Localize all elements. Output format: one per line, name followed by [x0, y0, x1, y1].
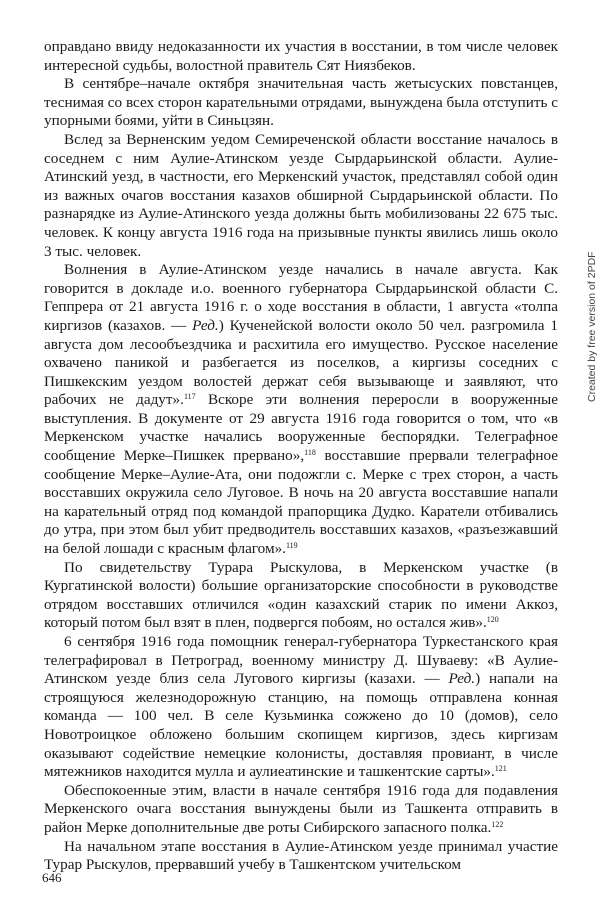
- paragraph-p5: [44, 559, 558, 633]
- text-segment: На начальном этапе восстания в Аулие-Атинском уезде принимал участие Турар Рыскулов, прервавший учебу в Ташкентском учительском: [44, 837, 558, 874]
- watermark-text: Created by free version of 2PDF: [586, 251, 598, 402]
- text-segment: ) напали на строящуюся железнодорожную станцию, на помощь отправлена конная команда — 100 чел. В селе Кузьминка сожжено до 10 (домов), село Новотроицкое обложено большим скопищем киргизов, здесь киргизам оказывают содействие немецкие колонисты, доставляя провиант, в числе мятежников находится мулла и аулиеатинские и ташкентские сарты».: [44, 670, 558, 781]
- text-segment: Обеспокоенные этим, власти в начале сентября 1916 года для подавления Меркенского очага восстания вынуждены были из Ташкента отправить в район Мерке дополнительные две роты Сибирского запасного полка.: [44, 781, 558, 836]
- text-segment: 6 сентября 1916 года помощник генерал-губернатора Туркестанского края телеграфировал в Петроград, военному министру Д. Шуваеву: «В Аулие-Атинском уезде близ села Лугового киргизы (казахи. —: [44, 633, 558, 688]
- paragraph-p7: [44, 782, 558, 838]
- paragraph-p4: [44, 261, 558, 559]
- text-segment: оправдано ввиду недоказанности их участия в восстании, в том числе человек интересной судьбы, волостной правитель Сят Ниязбеков.: [44, 38, 558, 74]
- paragraph-p1: [44, 38, 558, 75]
- paragraph-p2: [44, 75, 558, 131]
- page-number: 646: [42, 870, 62, 885]
- editor-note: Ред.: [192, 316, 219, 334]
- footnote-ref: 117: [183, 392, 196, 402]
- paragraph-p3: [44, 131, 558, 261]
- footnote-ref: 121: [494, 764, 507, 774]
- footnote-ref: 120: [486, 615, 499, 625]
- paragraph-p8: [44, 838, 558, 875]
- text-segment: ) Кученейской волости около 50 чел. разгромила 1 августа дом лесообъездчика и расхитила его имущество. Русское население охвачено паникой и разбегается из поселков, а киргизы соседних с Пишкекским уездом волостей держат себя вызывающе и заявляют, что рабочих не дадут».: [44, 316, 558, 409]
- editor-note: Ред.: [448, 670, 476, 688]
- footnote-ref: 118: [304, 448, 316, 458]
- text-segment: Вскоре эти волнения переросли в вооруженные выступления. В документе от 29 августа 1916 года говорится о том, что «в Меркенском участке начались вооруженные беспорядки. Телеграфное сообщение Мерке–Пишкек прервано»,: [44, 391, 558, 465]
- text-segment: В сентябре–начале октября значительная часть жетысуских повстанцев, теснимая со всех сторон карательными отрядами, вынуждена была отступить с упорными боями, уйти в Синьцзян.: [44, 75, 558, 130]
- text-segment: восставшие прервали телеграфное сообщение Мерке–Аулие-Ата, они подожгли с. Мерке с трех сторон, а часть восставших окружила село Луговое. В ночь на 20 августа восставшие напали на карательный отряд под командой прапорщика Дудко. Каратели отбивались до утра, при этом был убит предводитель восставших казахов, «разъезжавший на белой лошади с красным флагом».: [44, 447, 558, 558]
- watermark: [586, 202, 598, 402]
- text-segment: Вслед за Верненским уедом Семиреченской области восстание началось в соседнем с ним Аулие-Атинском уезде Сырдарьинской области. Аулие-Атинский уезд, в частности, его Меркенский участок, представлял собой один из важных очагов восстания казахов обширной Сырдарьинской области. По разнарядке из Аулие-Атинского уезда должны быть мобилизованы 22 675 тыс. человек. К концу августа 1916 года на призывные пункты явились лишь около 3 тыс. человек.: [44, 130, 558, 260]
- page-body: [44, 38, 558, 875]
- paragraph-p6: [44, 633, 558, 782]
- text-segment: Волнения в Аулие-Атинском уезде начались в начале августа. Как говорится в докладе и.о. военного губернатора Сырдарьинской области С. Геппрера от 21 августа 1916 г. о ходе восстания в области, 1 августа «толпа киргизов (казахов. —: [44, 261, 558, 334]
- text-segment: По свидетельству Турара Рыскулова, в Меркенском участке (в Кургатинской волости) большие организаторские способности в руководстве отрядом восставших отличился «один казахский старик по имени Аккоз, который потом был взят в плен, подвергся побоям, но остался жив».: [44, 558, 558, 632]
- footnote-ref: 122: [491, 819, 504, 829]
- footnote-ref: 119: [285, 541, 298, 551]
